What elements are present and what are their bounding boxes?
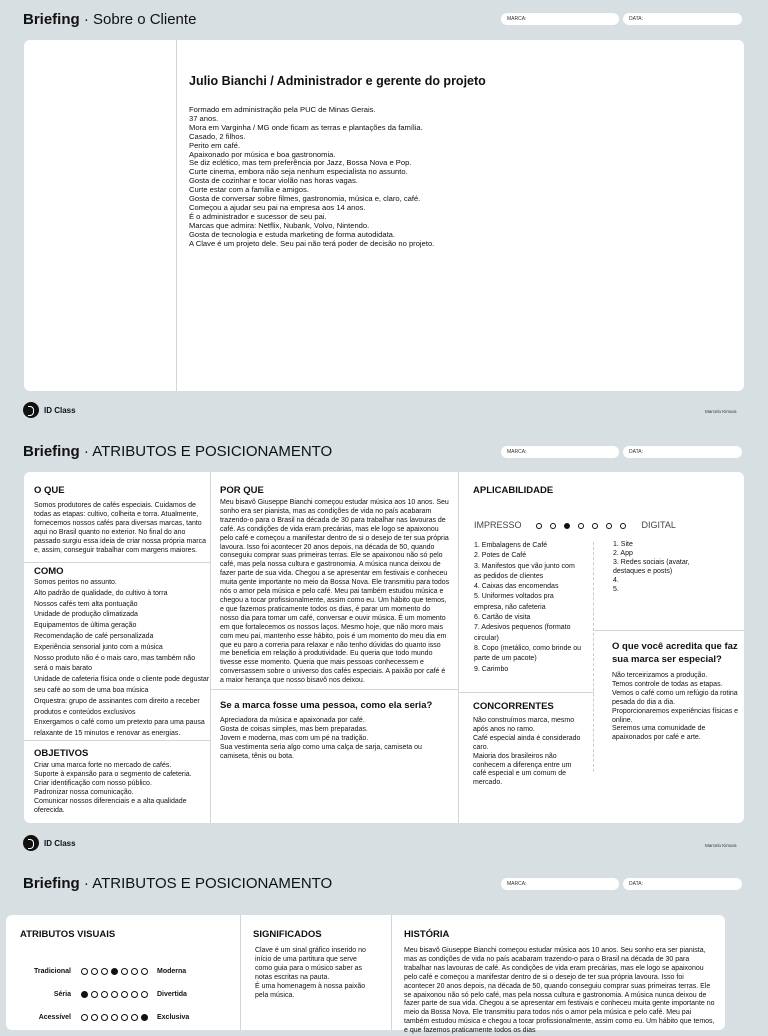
como-item: Recomendação de café personalizada: [34, 632, 154, 640]
client-info-line: Gosta de tecnologia e estuda marketing de forma autodidata.: [189, 229, 396, 239]
scale-dot[interactable]: [620, 523, 626, 529]
como-item: Equipamentos de última geração: [34, 622, 137, 630]
como-list: [34, 578, 210, 740]
visual-attributes-panel: [6, 915, 725, 1035]
slider-dot[interactable]: [101, 1014, 108, 1021]
print-item: 2. Potes de Café: [474, 552, 527, 560]
significados-title: SIGNIFICADOS: [253, 929, 322, 940]
objetivo-item: Suporte à expansão para o segmento de cafeteria.: [34, 770, 192, 778]
scale-dot[interactable]: [550, 523, 556, 529]
significados-text: Clave é um sinal gráfico inserido no início de uma partitura que serve como guia para o músico saber as notas escritas na pauta. É uma homenagem à nossa paixão pela música.: [255, 947, 366, 999]
slider-dot[interactable]: [91, 968, 98, 975]
slider-dot[interactable]: [141, 1014, 148, 1021]
objetivos-list: [34, 762, 206, 815]
client-info-line: A Clave é um projeto dele. Seu pai não terá poder de decisão no projeto.: [189, 238, 435, 248]
slider-dot[interactable]: [111, 1014, 118, 1021]
row-divider: [594, 630, 744, 631]
print-item: 8. Copo (metálico, como brinde ou parte de um pacote): [474, 644, 581, 663]
print-item: 9. Carimbo: [474, 665, 509, 673]
client-info-line: Gosta de cozinhar e tocar violão nas horas vagas.: [189, 176, 358, 186]
oque-text: Somos produtores de cafés especiais. Cuidamos de todas as etapas: cultivo, colheita e torra. Atualmente, fornecemos nossos cafés para diversas marcas, tanto aqui no Brasil quanto no exterior. No final do ano passado surgiu essa ideia de criar nossa própria marca e, assim, conseguir trabalhar com margens maiores.: [34, 502, 206, 554]
slider-dot[interactable]: [131, 991, 138, 998]
slider-dot[interactable]: [121, 1014, 128, 1021]
print-item: 1. Embalagens de Café: [474, 542, 548, 549]
idclass-logo: ID Class: [23, 402, 76, 418]
date-field[interactable]: DATA:: [623, 13, 742, 25]
visual-slider-row: [6, 1006, 236, 1029]
especial-text: Não terceirizamos a produção. Temos controle de todas as etapas. Vemos o café como um refúgio da rotina pesada do dia a dia. Proporcionaremos experiências físicas e online. Seremos uma comunidade de apaixonados por café e arte.: [612, 672, 739, 742]
slider-dot[interactable]: [81, 991, 88, 998]
client-panel: [24, 40, 744, 391]
digital-item: 5.: [613, 585, 619, 593]
brand-field[interactable]: MARCA:: [501, 13, 619, 25]
client-info-line: Se diz eclético, mas tem preferência por Jazz, Bossa Nova e Pop.: [189, 158, 412, 168]
objetivo-item: Comunicar nossos diferenciais e a alta qualidade oferecida.: [34, 797, 187, 814]
visual-slider-row: [6, 960, 236, 983]
oque-title: O QUE: [34, 485, 65, 496]
brand-field[interactable]: MARCA:: [501, 446, 619, 458]
slider-dot[interactable]: [111, 968, 118, 975]
historia-title: HISTÓRIA: [404, 929, 450, 940]
print-item: 3. Manifestos que vão junto com as pedidos de clientes: [474, 562, 575, 580]
concorrentes-title: CONCORRENTES: [473, 701, 554, 712]
como-item: Alto padrão de qualidade, do cultivo à torra: [34, 589, 168, 597]
como-item: Unidade de cafeteria física onde o cliente pode degustar seu café ao som de uma boa música: [34, 676, 210, 694]
como-title: COMO: [34, 566, 64, 577]
panel-divider: [176, 40, 177, 391]
print-item: 4. Caixas das encomendas: [474, 583, 559, 591]
como-item: Experiência sensorial junto com a música: [34, 643, 163, 651]
slider-dot[interactable]: [141, 968, 148, 975]
scale-dot[interactable]: [578, 523, 584, 529]
author: Marcelo Kimura: [705, 409, 737, 414]
como-item: Enxergamos o café como um pretexto para uma pausa relaxante de 15 minutos e renovar as energias.: [34, 719, 205, 738]
scale-dot[interactable]: [606, 523, 612, 529]
client-info-line: Perito em café.: [189, 140, 241, 150]
row-divider: [210, 689, 458, 690]
section3-title: Briefing · ATRIBUTOS E POSICIONAMENTO: [23, 875, 333, 892]
aplic-title: APLICABILIDADE: [473, 485, 554, 496]
client-info-line: Curte cinema, embora não seja nenhum especialista no assunto.: [189, 167, 408, 177]
slider-dots: [79, 1014, 149, 1021]
visual-slider-row: [6, 983, 236, 1006]
column-divider: [210, 472, 211, 823]
slider-dot[interactable]: [121, 968, 128, 975]
brand-field[interactable]: MARCA:: [501, 878, 619, 890]
porque-title: POR QUE: [220, 485, 264, 496]
digital-item: 4.: [613, 576, 619, 584]
print-item: 7. Adesivos pequenos (formato circular): [474, 624, 571, 642]
client-info-line: 37 anos.: [189, 113, 219, 123]
slider-dot[interactable]: [121, 991, 128, 998]
column-divider: [240, 915, 241, 1030]
section1-title: Briefing · Sobre o Cliente: [23, 11, 197, 28]
slider-right-label: Exclusiva: [157, 1014, 190, 1021]
client-info: [189, 106, 689, 249]
slider-dot[interactable]: [131, 1014, 138, 1021]
scale-right-label: DIGITAL: [641, 520, 676, 530]
slider-dot[interactable]: [141, 991, 148, 998]
idclass-logo-icon: [23, 835, 39, 851]
porque-text: Meu bisavô Giuseppe Bianchi começou estudar música aos 10 anos. Seu sonho era ser pianista, mas as condições de vida no país acabaram trazendo-o para o Brasil na década de 30 para trabalhar nas lavouras de café. As condições de vida eram precárias, mas ele logo se apaixonou pelo café e começou a manifestar dentro de si o desejo de ter sua própria lavoura. Isso foi acontecer 20 anos depois, na década de 50, quando conseguiu comprar suas primeiras terras. Ele se apaixonou não só pelo café, mas pela nossa cultura e gastronomia. A música nunca deixou de fazer parte de sua vida. Chegou a se apresentar em festivais e conheceu muita gente importante no meio da Bossa Nova. Ele transmitiu para todos nós o amor pela música e pelo café. Meu pai também estudou música e chegou a tocar profissionalmente, assim como eu. Um hábito que temos, e que fazemos praticamente todos os dias, é parar um momento do nosso dia para tomar um café, conversar e ouvir música. É um momento em que fortalecemos os nossos laços. Mesmo hoje, que não moro mais com meu pai, mantenho esse hábito, pois é um momento do meu dia em que eu paro a correria para relaxar e não tenho dúvidas do quanto isso me beneficia em relação à produtividade. Eu queria que todo mundo tivesse esse momento. Queria que mais pessoas conhecessem e conversassem sobre o universo dos cafés especiais. A paixão por café é a maior herança que nosso bisavô nos deixou.: [220, 499, 450, 685]
scale-dot[interactable]: [564, 523, 570, 529]
como-item: Somos peritos no assunto.: [34, 579, 117, 586]
historia-text: Meu bisavô Giuseppe Bianchi começou estudar música aos 10 anos. Seu sonho era ser pianista, mas as condições de vida no país acabaram trazendo-o para o Brasil na década de 30 para trabalhar nas lavouras de café. As condições de vida eram precárias, mas ele logo se apaixonou pelo café e começou a manifestar dentro de si o desejo de ter sua própria lavoura. Isso foi acontecer 20 anos depois, na década de 50, quando conseguiu comprar suas primeiras terras. Ele se apaixonou não só pelo café, mas pela nossa cultura e gastronomia. A música nunca deixou de fazer parte de sua vida. Chegou a se apresentar em festivais e conheceu muita gente importante no meio da Bossa Nova. Ele transmitiu para todos nós o amor pela música e pelo café. Meu pai também estudou música e chegou a tocar profissionalmente, assim como eu. Um hábito que temos, e que fazemos praticamente todos os dias: [404, 947, 715, 1035]
client-info-line: Curte estar com a família e amigos.: [189, 185, 309, 195]
digital-item: 2. App: [613, 549, 633, 557]
author: Marcelo Kimura: [705, 843, 737, 848]
slider-dot[interactable]: [101, 991, 108, 998]
pessoa-title: Se a marca fosse uma pessoa, como ela seria?: [220, 700, 433, 711]
row-divider: [24, 740, 210, 741]
row-divider: [458, 692, 594, 693]
objetivo-item: Criar identificação com nosso público.: [34, 779, 152, 787]
slider-left-label: Tradicional: [34, 968, 71, 975]
slider-right-label: Moderna: [157, 968, 187, 975]
slider-dot[interactable]: [101, 968, 108, 975]
slider-dot[interactable]: [91, 1014, 98, 1021]
objetivo-item: Criar uma marca forte no mercado de cafés.: [34, 762, 172, 769]
concorrentes-text: Não construímos marca, mesmo após anos no ramo. Café especial ainda é considerado caro. Maioria dos brasileiros não conhecem a diferença entre um café especial e um comum de mercado.: [473, 717, 581, 787]
column-divider: [391, 915, 392, 1030]
attributes-panel: [24, 472, 744, 823]
objetivo-item: Padronizar nossa comunicação.: [34, 788, 134, 796]
slider-right-label: Divertida: [157, 991, 187, 998]
idclass-logo-icon: [23, 402, 39, 418]
visuais-title: ATRIBUTOS VISUAIS: [20, 929, 116, 940]
scale-dot[interactable]: [592, 523, 598, 529]
digital-item: 3. Redes sociais (avatar, destaques e posts): [613, 558, 690, 575]
print-item: 6. Cartão de visita: [474, 614, 531, 622]
scale-dot[interactable]: [536, 523, 542, 529]
client-info-line: Marcas que admira: Netflix, Nubank, Volvo, Nintendo.: [189, 220, 370, 230]
pessoa-text: Apreciadora da música e apaixonada por café. Gosta de coisas simples, mas bem preparadas. Jovem e moderna, mas com um pé na tradição. Sua vestimenta seria algo como uma calça de sarja, camiseta ou camiseta, tênis ou bota.: [220, 717, 422, 760]
column-divider: [458, 472, 459, 823]
digital-item: 1. Site: [613, 541, 633, 548]
scale-dots: [532, 520, 630, 530]
print-item: 5. Uniformes voltados pra empresa, não cafeteria: [474, 593, 554, 611]
slider-dot[interactable]: [91, 991, 98, 998]
slider-dot[interactable]: [131, 968, 138, 975]
row-divider: [24, 562, 210, 563]
slider-dots: [79, 991, 149, 998]
client-info-line: Formado em administração pela PUC de Minas Gerais.: [189, 105, 376, 114]
client-info-line: Começou a ajudar seu pai na empresa aos 14 anos.: [189, 202, 366, 212]
slider-dots: [79, 968, 149, 975]
idclass-logo: ID Class: [23, 835, 76, 851]
client-info-line: Gosta de conversar sobre filmes, gastronomia, música e, claro, café.: [189, 194, 421, 204]
visual-sliders: [6, 960, 236, 1029]
como-item: Orquestra: grupo de assinantes com direito a receber produtos e conteúdos exclusivos: [34, 697, 200, 716]
slider-dot[interactable]: [81, 1014, 88, 1021]
scale-left-label: IMPRESSO: [474, 520, 522, 530]
date-field[interactable]: DATA:: [623, 446, 742, 458]
objetivos-title: OBJETIVOS: [34, 748, 89, 759]
section2-title: Briefing · ATRIBUTOS E POSICIONAMENTO: [23, 443, 333, 460]
client-info-line: É o administrador e sucessor de seu pai.: [189, 211, 327, 221]
dashed-divider: [593, 542, 594, 772]
date-field[interactable]: DATA:: [623, 878, 742, 890]
como-item: Nossos cafés tem alta pontuação: [34, 600, 138, 608]
slider-left-label: Acessível: [38, 1014, 71, 1021]
client-heading: Julio Bianchi / Administrador e gerente do projeto: [189, 74, 486, 88]
slider-left-label: Séria: [53, 991, 71, 998]
slider-dot[interactable]: [111, 991, 118, 998]
client-info-line: Apaixonado por música e boa gastronomia.: [189, 149, 336, 159]
como-item: Nosso produto não é o mais caro, mas também não será o mais barato: [34, 654, 196, 673]
print-items: [474, 541, 584, 675]
client-info-line: Casado, 2 filhos.: [189, 131, 246, 141]
slider-dot[interactable]: [81, 968, 88, 975]
digital-items: [613, 541, 713, 594]
print-digital-scale: [474, 520, 676, 530]
como-item: Unidade de produção climatizada: [34, 611, 138, 619]
especial-title: O que você acredita que faz sua marca ser especial?: [612, 641, 738, 665]
client-info-line: Mora em Varginha / MG onde ficam as terras e plantações da família.: [189, 122, 423, 132]
